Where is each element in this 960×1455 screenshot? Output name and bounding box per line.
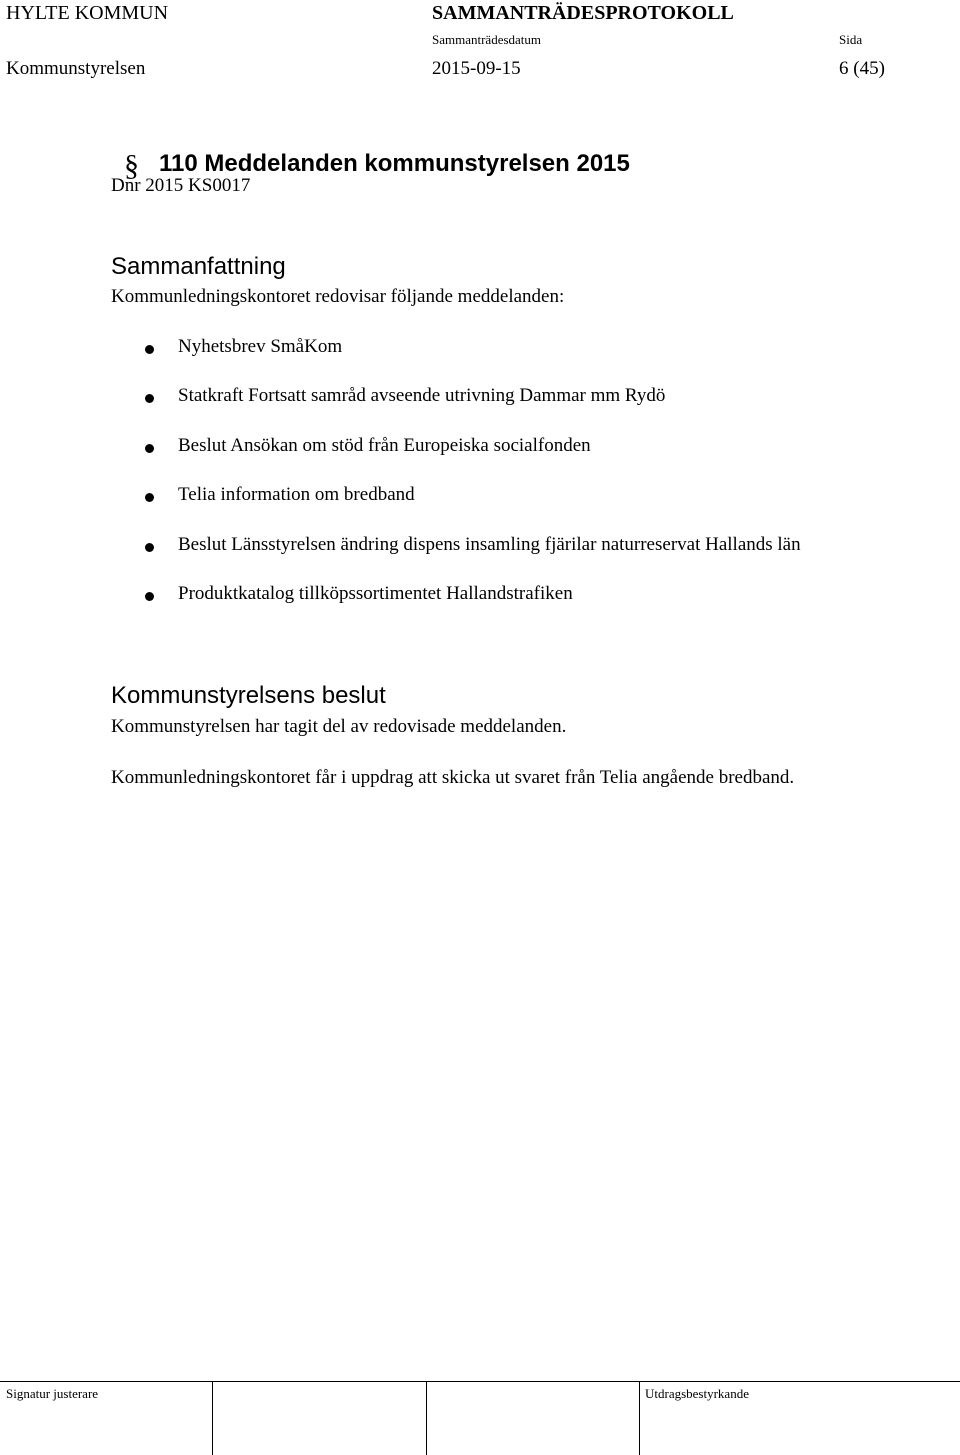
list-item-text: Produktkatalog tillköpssortimentet Hallandstrafiken (178, 583, 573, 604)
page-label: Sida (839, 32, 863, 47)
signature-footer (0, 1381, 960, 1455)
bullet-icon (145, 592, 154, 601)
bullet-icon (145, 543, 154, 552)
list-item-text: Statkraft Fortsatt samråd avseende utrivning Dammar mm Rydö (178, 385, 666, 406)
footer-divider (426, 1382, 427, 1455)
extract-label: Utdragsbestyrkande (645, 1386, 749, 1401)
list-item-text: Beslut Ansökan om stöd från Europeiska socialfonden (178, 435, 591, 456)
bullet-icon (145, 493, 154, 502)
decision-paragraph: Kommunstyrelsen har tagit del av redovisade meddelanden. (111, 716, 567, 737)
organization-name: HYLTE KOMMUN (6, 2, 169, 24)
decision-heading: Kommunstyrelsens beslut (111, 682, 386, 709)
footer-divider (639, 1382, 640, 1455)
paragraph-sign: § (124, 149, 139, 182)
section-title-text: 110 Meddelanden kommunstyrelsen 2015 (159, 150, 630, 177)
bullet-icon (145, 394, 154, 403)
list-item-text: Nyhetsbrev SmåKom (178, 336, 343, 357)
signature-label: Signatur justerare (6, 1386, 99, 1401)
list-item-text: Telia information om bredband (178, 484, 415, 505)
summary-heading: Sammanfattning (111, 253, 286, 280)
meeting-date: 2015-09-15 (432, 58, 521, 79)
list-item-text: Beslut Länsstyrelsen ändring dispens insamling fjärilar naturreservat Hallands län (178, 534, 801, 555)
document-type: SAMMANTRÄDESPROTOKOLL (432, 2, 734, 24)
body-name: Kommunstyrelsen (6, 58, 146, 79)
page-number: 6 (45) (839, 58, 885, 79)
bullet-icon (145, 444, 154, 453)
decision-paragraph: Kommunledningskontoret får i uppdrag att skicka ut svaret från Telia angående bredband. (111, 767, 795, 788)
footer-divider (212, 1382, 213, 1455)
meeting-date-label: Sammanträdesdatum (432, 32, 542, 47)
section-title (124, 145, 630, 182)
summary-intro: Kommunledningskontoret redovisar följande meddelanden: (111, 286, 565, 307)
registration-number: Dnr 2015 KS0017 (111, 175, 251, 196)
bullet-icon (145, 345, 154, 354)
